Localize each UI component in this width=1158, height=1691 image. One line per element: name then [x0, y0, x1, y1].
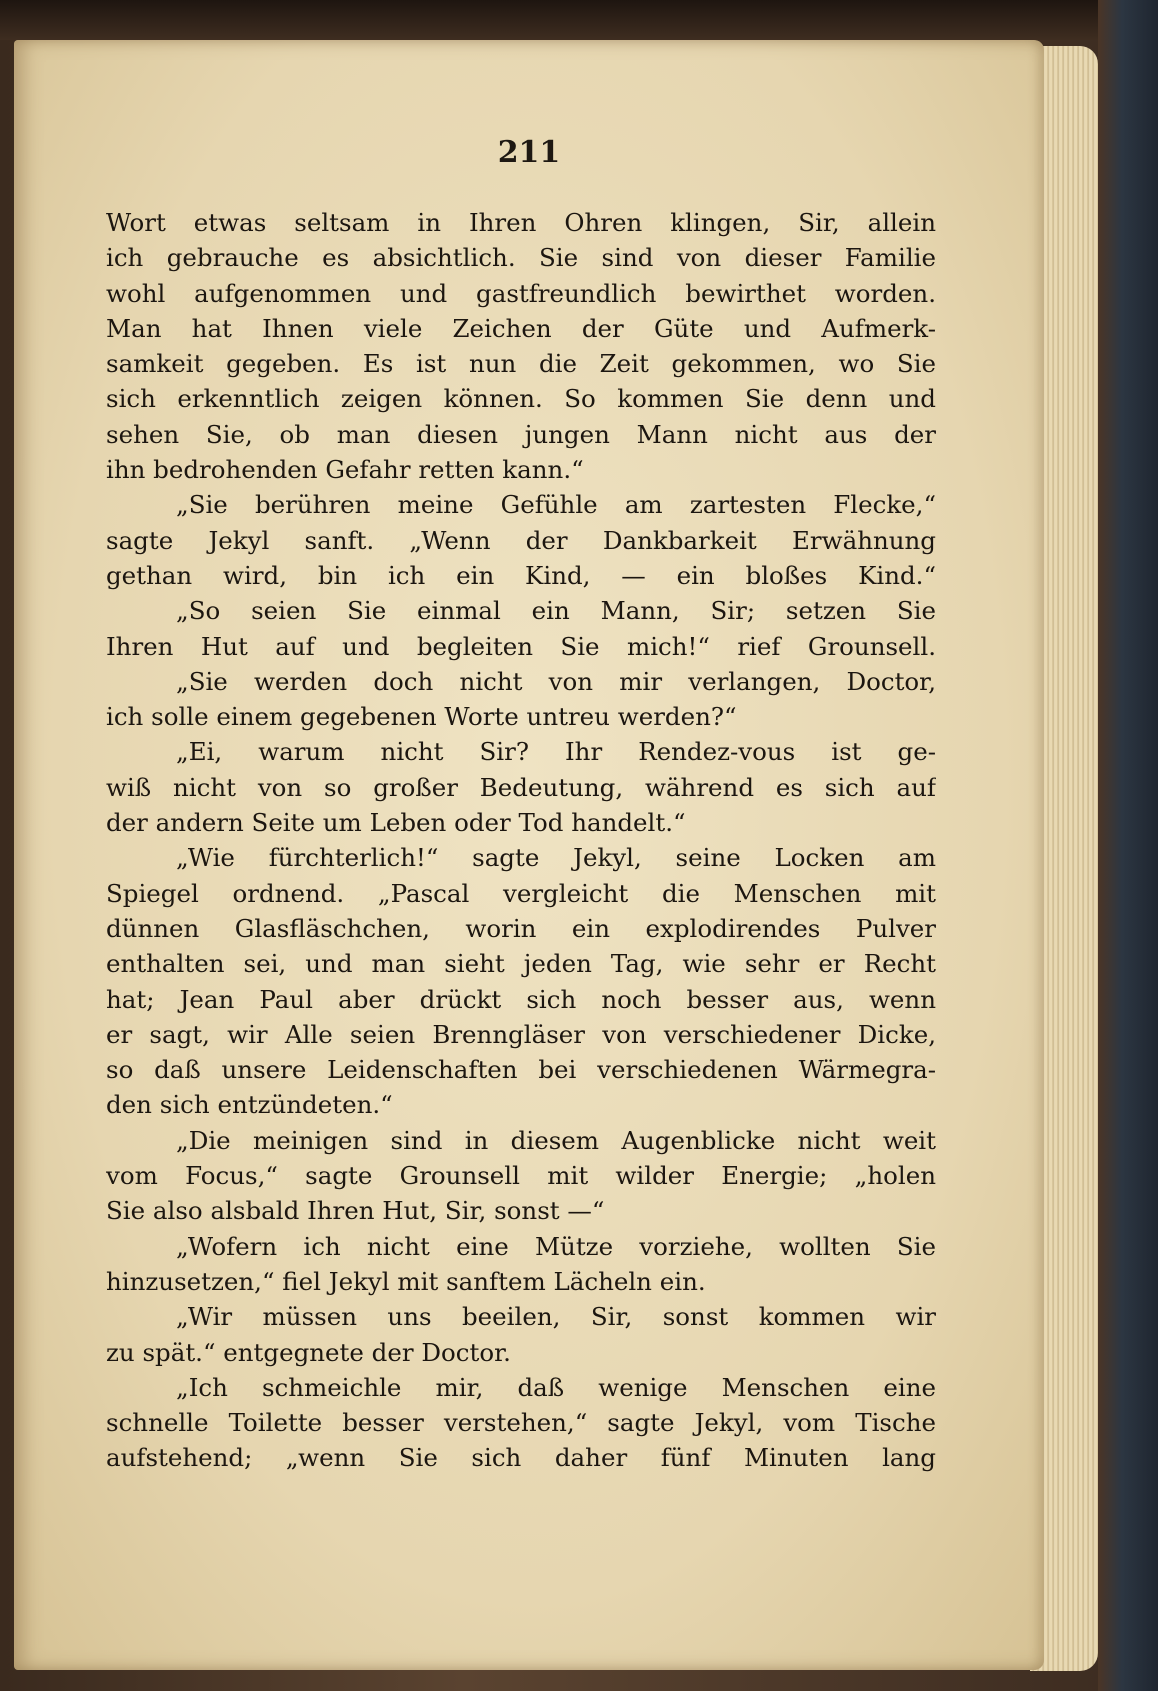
book-page [14, 40, 1044, 1670]
page-number: 211 [497, 135, 561, 170]
text-line: ich gebrauche es absichtlich. Sie sind von dieser Familie [106, 243, 936, 273]
text-line: vom Focus,“ sagte Grounsell mit wilder Energie; „holen [106, 1161, 936, 1191]
text-line: ihn bedrohenden Gefahr retten kann.“ [106, 455, 584, 485]
text-line: schnelle Toilette besser verstehen,“ sagte Jekyl, vom Tische [106, 1408, 936, 1438]
text-line: der andern Seite um Leben oder Tod handelt.“ [106, 808, 686, 838]
text-line: aufstehend; „wenn Sie sich daher fünf Minuten lang [106, 1443, 936, 1473]
text-line: „Wir müssen uns beeilen, Sir, sonst kommen wir [176, 1302, 936, 1332]
text-line: so daß unsere Leidenschaften bei verschiedenen Wärmegra- [106, 1055, 936, 1085]
text-line: dünnen Glasfläschchen, worin ein explodirendes Pulver [106, 913, 936, 943]
text-line: gethan wird, bin ich ein Kind, — ein bloßes Kind.“ [106, 560, 936, 590]
text-line: hinzusetzen,“ fiel Jekyl mit sanftem Lächeln ein. [106, 1266, 706, 1296]
text-line: sich erkenntlich zeigen können. So kommen Sie denn und [106, 384, 936, 414]
text-line: „Die meinigen sind in diesem Augenblicke nicht weit [176, 1125, 936, 1155]
book-cover-edge [1098, 0, 1158, 1691]
text-line: wohl aufgenommen und gastfreundlich bewirthet worden. [106, 278, 936, 308]
text-line: „Sie berühren meine Gefühle am zartesten Flecke,“ [176, 490, 936, 520]
book-cover-top [0, 0, 1158, 40]
text-line: Sie also alsbald Ihren Hut, Sir, sonst —“ [106, 1196, 605, 1226]
text-line: Spiegel ordnend. „Pascal vergleicht die Menschen mit [106, 878, 936, 908]
text-line: „Ich schmeichle mir, daß wenige Menschen eine [176, 1372, 936, 1402]
text-line: „Sie werden doch nicht von mir verlangen, Doctor, [176, 666, 936, 696]
text-line: enthalten sei, und man sieht jeden Tag, wie sehr er Recht [106, 949, 936, 979]
text-line: er sagt, wir Alle seien Brenngläser von verschiedener Dicke, [106, 1019, 936, 1049]
text-line: hat; Jean Paul aber drückt sich noch besser aus, wenn [106, 984, 936, 1014]
text-line: samkeit gegeben. Es ist nun die Zeit gekommen, wo Sie [106, 349, 936, 379]
text-line: Wort etwas seltsam in Ihren Ohren klingen, Sir, allein [106, 208, 936, 237]
text-line: Man hat Ihnen viele Zeichen der Güte und Aufmerk- [106, 313, 936, 343]
text-line: sehen Sie, ob man diesen jungen Mann nicht aus der [106, 419, 936, 449]
text-line: den sich entzündeten.“ [106, 1090, 393, 1120]
text-line: „Wofern ich nicht eine Mütze vorziehe, wollten Sie [176, 1231, 936, 1261]
text-line: zu spät.“ entgegnete der Doctor. [106, 1337, 511, 1367]
text-line: ich solle einem gegebenen Worte untreu werden?“ [106, 702, 737, 732]
body-text [106, 205, 936, 1476]
text-line: Ihren Hut auf und begleiten Sie mich!“ rief Grounsell. [106, 631, 936, 661]
text-line: sagte Jekyl sanft. „Wenn der Dankbarkeit Erwähnung [106, 525, 936, 555]
text-line: wiß nicht von so großer Bedeutung, während es sich auf [106, 772, 936, 802]
text-line: „So seien Sie einmal ein Mann, Sir; setzen Sie [176, 596, 936, 626]
text-line: „Wie fürchterlich!“ sagte Jekyl, seine Locken am [176, 843, 936, 873]
text-line: „Ei, warum nicht Sir? Ihr Rendez-vous ist ge- [176, 737, 936, 767]
